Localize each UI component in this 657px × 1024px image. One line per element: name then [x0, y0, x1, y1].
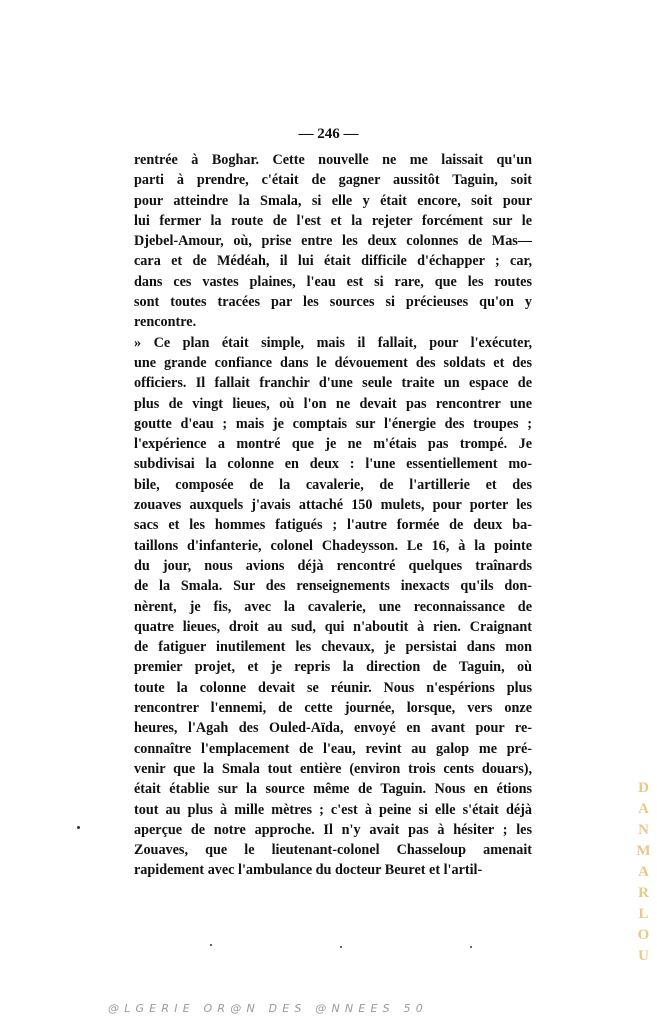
text-line: de fatiguer inutilement les chevaux, je persistai dans mon: [134, 639, 532, 656]
speck-mark: [210, 944, 212, 946]
text-line: Djebel-Amour, où, prise entre les deux colonnes de Mas—: [134, 233, 532, 250]
text-line: heures, l'Agah des Ouled-Aïda, envoyé en avant pour re-: [134, 720, 532, 737]
text-line: connaître l'emplacement de l'eau, revint au galop me pré-: [134, 740, 532, 757]
text-line: rencontre.: [134, 314, 197, 331]
text-line: était établie sur la source même de Taguin. Nous en étions: [134, 781, 532, 798]
text-line: sont toutes tracées par les sources si précieuses qu'on y: [134, 294, 532, 311]
text-line: » Ce plan était simple, mais il fallait, pour l'exécuter,: [134, 334, 532, 351]
text-line: tout au plus à mille mètres ; c'est à peine si elle s'était déjà: [134, 801, 532, 818]
text-line: parti à prendre, c'était de gagner aussitôt Taguin, soit: [134, 172, 532, 189]
text-line: sacs et les hommes fatigués ; l'autre formée de deux ba-: [134, 517, 532, 534]
speck-mark: [77, 826, 80, 829]
text-line: lui fermer la route de l'est et la rejeter forcément sur le: [134, 212, 532, 229]
text-line: plus de vingt lieues, où l'on ne devait pas rencontrer une: [134, 395, 532, 412]
text-line: officiers. Il fallait franchir d'une seule traite un espace de: [134, 375, 532, 392]
text-line: aperçue de notre approche. Il n'y avait pas à hésiter ; les: [134, 821, 532, 838]
footer-watermark: @LGERIE OR@N DES @NNEES 50: [108, 1002, 428, 1015]
text-line: rencontrer l'ennemi, de cette journée, lorsque, vers onze: [134, 700, 532, 717]
text-line: cara et de Médéah, il lui était difficile d'échapper ; car,: [134, 253, 532, 270]
text-line: pour atteindre la Smala, si elle y était encore, soit pour: [134, 192, 532, 209]
watermark-vertical: DANMARLOU: [636, 780, 652, 964]
text-line: de la Smala. Sur des renseignements inexacts qu'ils don-: [134, 578, 532, 595]
text-line: subdivisai la colonne en deux : l'une essentiellement mo-: [134, 456, 532, 473]
text-line: rentrée à Boghar. Cette nouvelle ne me laissait qu'un: [134, 152, 532, 168]
text-line: goutte d'eau ; mais je comptais sur l'énergie des troupes ;: [134, 415, 532, 432]
text-line: bile, composée de la cavalerie, de l'artillerie et des: [134, 476, 532, 493]
text-line: Zouaves, que le lieutenant-colonel Chasseloup amenait: [134, 842, 532, 859]
page-number: — 246 —: [298, 126, 359, 142]
speck-mark: [340, 946, 342, 948]
text-line: du jour, nous avions déjà rencontré quelques traînards: [134, 557, 532, 574]
text-line: quatre lieues, droit au sud, qui n'aboutit à rien. Craignant: [134, 618, 532, 635]
text-line: nèrent, je fis, avec la cavalerie, une reconnaissance de: [134, 598, 532, 615]
text-line: premier projet, et je repris la direction de Taguin, où: [134, 659, 532, 676]
text-line: rapidement avec l'ambulance du docteur Beuret et l'artil-: [134, 862, 483, 879]
text-line: zouaves auxquels j'avais attaché 150 mulets, pour porter les: [134, 497, 532, 514]
text-line: l'expérience a montré que je ne m'étais pas trompé. Je: [134, 436, 532, 453]
speck-mark: [470, 946, 472, 948]
text-line: une grande confiance dans le dévouement des soldats et des: [134, 354, 532, 371]
text-line: toute la colonne devait se réunir. Nous n'espérions plus: [134, 679, 532, 696]
text-line: dans ces vastes plaines, l'eau est si rare, que les routes: [134, 273, 532, 290]
text-line: taillons d'infanterie, colonel Chadeysson. Le 16, à la pointe: [134, 537, 532, 554]
text-line: venir que la Smala tout entière (environ trois cents douars),: [134, 760, 532, 777]
body-text: [134, 150, 532, 881]
